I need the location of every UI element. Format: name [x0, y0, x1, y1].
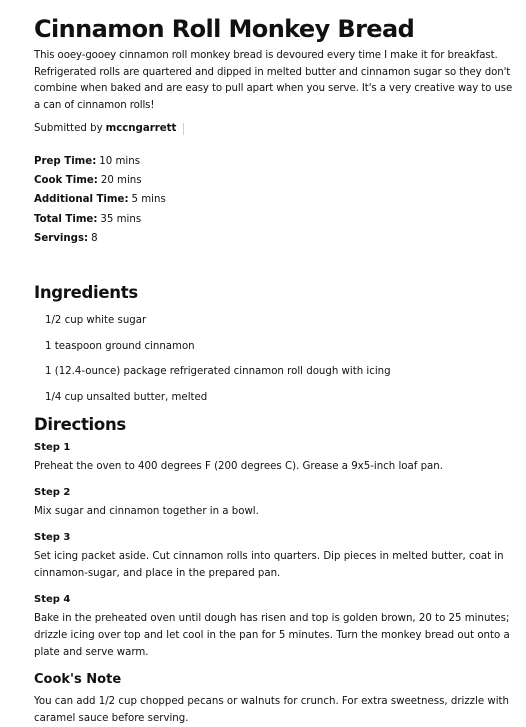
ingredient-item: 1/4 cup unsalted butter, melted	[45, 391, 208, 403]
meta-cook-time	[34, 171, 514, 190]
directions-list	[34, 440, 514, 661]
recipe-description: This ooey-gooey cinnamon roll monkey bread is devoured every time I make it for breakfast. Refrigerated rolls are quartered and dipped in melted butter and cinnamon sugar so they don't combine when baked and are easy to pull apart when you serve. It's a very creative way to use a can of cinnamon rolls!	[34, 50, 513, 111]
meta-additional-time	[34, 190, 514, 209]
meta-value: 10 mins	[99, 156, 141, 167]
step-title: Step 1	[34, 442, 71, 454]
ingredient-item: 1 (12.4-ounce) package refrigerated cinnamon roll dough with icing	[45, 366, 391, 378]
submitted-by	[34, 122, 514, 136]
cooks-note-heading: Cook's Note	[34, 672, 122, 688]
meta-label: Prep Time:	[34, 156, 97, 167]
recipe-title: Cinnamon Roll Monkey Bread	[34, 15, 415, 43]
ingredient-item: 1/2 cup white sugar	[45, 315, 147, 327]
step-title: Step 4	[34, 594, 71, 606]
meta-prep-time	[34, 152, 514, 171]
meta-value: 35 mins	[100, 213, 142, 225]
direction-step	[34, 530, 514, 582]
byline-divider	[183, 123, 184, 135]
meta-total-time	[34, 210, 514, 229]
author-link[interactable]: mccngarrett	[105, 123, 177, 134]
cooks-note-text: You can add 1/2 cup chopped pecans or walnuts for crunch. For extra sweetness, drizzle with caramel sauce before serving.	[34, 696, 509, 725]
meta-servings	[34, 229, 514, 248]
recipe-meta	[34, 152, 514, 248]
meta-value: 5 mins	[131, 194, 166, 206]
meta-value: 8	[91, 232, 98, 244]
submitted-label: Submitted by	[34, 123, 103, 134]
ingredient-item: 1 teaspoon ground cinnamon	[45, 340, 195, 352]
meta-value: 20 mins	[100, 175, 142, 187]
step-text: Preheat the oven to 400 degrees F (200 degrees C). Grease a 9x5-inch loaf pan.	[34, 461, 443, 473]
meta-label: Cook Time:	[34, 175, 98, 187]
step-text: Bake in the preheated oven until dough has risen and top is golden brown, 20 to 25 minutes; drizzle icing over top and let cool in the pan for 5 minutes. Turn the monkey bread out onto a plate and serve warm.	[34, 613, 510, 659]
step-text: Mix sugar and cinnamon together in a bowl.	[34, 506, 259, 518]
directions-heading: Directions	[34, 415, 126, 435]
step-title: Step 2	[34, 487, 71, 499]
step-title: Step 3	[34, 532, 71, 544]
step-text: Set icing packet aside. Cut cinnamon rolls into quarters. Dip pieces in melted butter, coat in cinnamon-sugar, and place in the prepared pan.	[34, 551, 504, 580]
direction-step	[34, 485, 514, 520]
direction-step	[34, 440, 514, 475]
meta-label: Additional Time:	[34, 194, 129, 206]
meta-label: Total Time:	[34, 213, 98, 225]
meta-label: Servings:	[34, 232, 89, 244]
ingredients-list	[34, 308, 514, 410]
direction-step	[34, 592, 514, 661]
ingredients-heading: Ingredients	[34, 283, 138, 303]
